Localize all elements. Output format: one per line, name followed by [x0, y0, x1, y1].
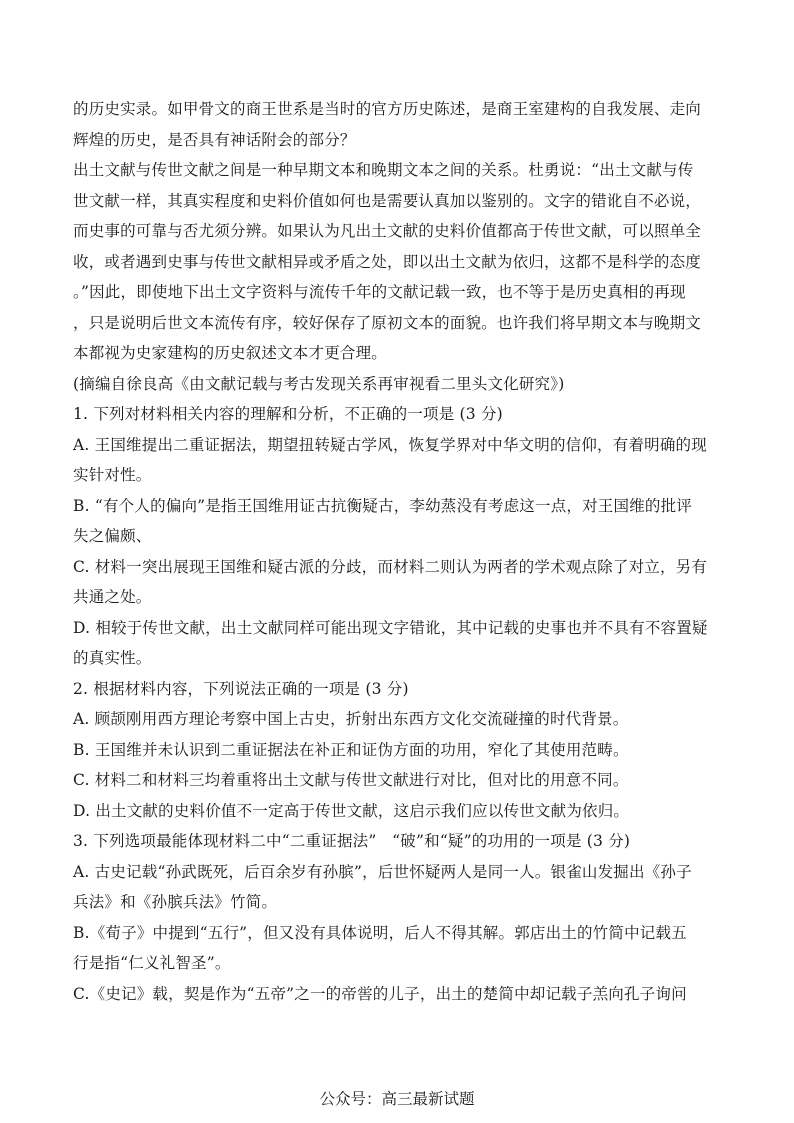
question-2-option-a: A. 顾颉刚用西方理论考察中国上古史，折射出东西方文化交流碰撞的时代背景。: [73, 710, 629, 728]
question-2-option-d: D. 出土文献的史料价值不一定高于传世文献，这启示我们应以传世文献为依归。: [73, 801, 630, 820]
question-1-option-c: C. 材料一突出展现王国维和疑古派的分歧，而材料二则认为两者的学术观点除了对立，另有: [73, 557, 708, 576]
text-line: ，只是说明后世文本流传有序，较好保存了原初文本的面貌。也许我们将早期文本与晚期文: [73, 313, 702, 332]
text-line: 。”因此，即使地下出土文字资料与流传千年的文献记载一致，也不等于是历史真相的再现: [73, 283, 686, 301]
question-3-option-a-cont: 兵法》和《孙膑兵法》竹简。: [73, 893, 278, 911]
question-3-option-b: B.《荀子》中提到“五行”，但又没有具体说明，后人不得其解。郭店出土的竹简中记载五: [73, 923, 687, 942]
page-footer: 公众号：高三最新试题: [319, 1090, 475, 1108]
text-line: 而史事的可靠与否尤须分辨。如果认为凡出土文献的史料价值都高于传世文献，可以照单全: [73, 222, 702, 240]
text-line: 的历史实录。如甲骨文的商王世系是当时的官方历史陈述，是商王室建构的自我发展、走向: [73, 100, 702, 118]
question-1-option-a-cont: 实针对性。: [73, 466, 152, 484]
question-1-option-a: A. 王国维提出二重证据法，期望扭转疑古学风，恢复学界对中华文明的信仰，有着明确的现: [73, 435, 707, 454]
text-line: 世文献一样，其真实程度和史料价值如何也是需要认真加以鉴别的。文字的错讹自不必说，: [73, 191, 702, 210]
question-1-option-b: B. “有个人的偏向”是指王国维用证古抗衡疑古，李幼蒸没有考虑这一点，对王国维的批评: [73, 496, 692, 515]
question-2-option-c: C. 材料二和材料三均着重将出土文献与传世文献进行对比，但对比的用意不同。: [73, 771, 629, 789]
question-1-option-c-cont: 共通之处。: [73, 588, 152, 606]
question-1-option-d: D. 相较于传世文献，出土文献同样可能出现文字错讹，其中记载的史事也并不具有不容置疑: [73, 618, 708, 637]
text-line: 出土文献与传世文献之间是一种早期文本和晚期文本之间的关系。杜勇说：“出土文献与传: [73, 161, 694, 179]
source-citation: (摘编自徐良高《由文献记载与考古发现关系再审视看二里头文化研究》): [73, 374, 565, 393]
text-line: 本都视为史家建构的历史叙述文本才更合理。: [73, 344, 388, 362]
document-body: [73, 94, 725, 1009]
question-1-option-d-cont: 的真实性。: [73, 649, 152, 667]
question-3-stem: 3. 下列选项最能体现材料二中“二重证据法” “破”和“疑”的功用的一项是 (3 分): [73, 832, 631, 850]
question-3-option-c: C.《史记》载，契是作为“五帝”之一的帝喾的儿子，出土的楚简中却记载子羔向孔子询问: [73, 984, 687, 1003]
question-3-option-b-cont: 行是指“仁义礼智圣”。: [73, 954, 231, 972]
question-2-stem: 2. 根据材料内容，下列说法正确的一项是 (3 分): [73, 679, 409, 698]
question-1-stem: 1. 下列对材料相关内容的理解和分析，不正确的一项是 (3 分): [73, 405, 503, 423]
question-2-option-b: B. 王国维并未认识到二重证据法在补正和证伪方面的功用，窄化了其使用范畴。: [73, 740, 629, 759]
question-1-option-b-cont: 失之偏颇、: [73, 527, 152, 545]
text-line: 辉煌的历史，是否具有神话附会的部分？: [73, 130, 356, 149]
text-line: 收，或者遇到史事与传世文献相异或矛盾之处，即以出土文献为依归，这都不是科学的态度: [73, 252, 702, 271]
question-3-option-a: A. 古史记载“孙武既死，后百余岁有孙膑”，后世怀疑两人是同一人。银雀山发掘出《孙子: [73, 862, 692, 881]
